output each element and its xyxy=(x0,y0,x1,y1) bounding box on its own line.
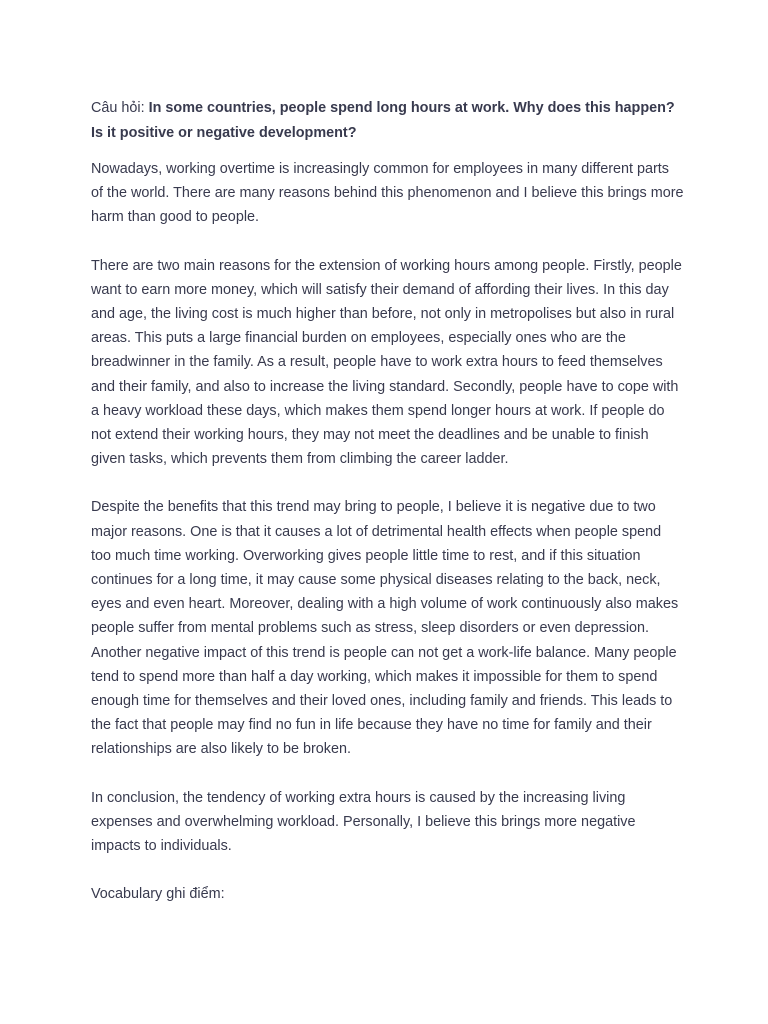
question-text: In some countries, people spend long hours at work. Why does this happen? Is it positive or negative development? xyxy=(91,100,675,141)
conclusion-paragraph: In conclusion, the tendency of working extra hours is caused by the increasing living expenses and overwhelming workload. Personally, I believe this brings more negative impacts to individuals. xyxy=(91,789,636,855)
vocabulary-heading: Vocabulary ghi điểm: xyxy=(91,886,225,903)
essay-question xyxy=(91,96,684,145)
introduction-paragraph: Nowadays, working overtime is increasingly common for employees in many different parts of the world. There are many reasons behind this phenomenon and I believe this brings more harm than good to people. xyxy=(91,161,684,226)
question-label: Câu hỏi: xyxy=(91,100,149,116)
body-paragraph-reasons: There are two main reasons for the extension of working hours among people. Firstly, people want to earn more money, which will satisfy their demand of affording their lives. In this day and age, the living cost is much higher than before, not only in metropolises but also in rural areas. This puts a large financial burden on employees, especially ones who are the breadwinner in the family. As a result, people have to work extra hours to feed themselves and their family, and also to increase the living standard. Secondly, people have to cope with a heavy workload these days, which makes them spend longer hours at work. If people do not extend their working hours, they may not meet the deadlines and be unable to finish given tasks, which prevents them from climbing the career ladder. xyxy=(91,257,682,468)
body-paragraph-negative: Despite the benefits that this trend may bring to people, I believe it is negative due to two major reasons. One is that it causes a lot of detrimental health effects when people spend too much time working. Overworking gives people little time to rest, and if this situation continues for a long time, it may cause some physical diseases relating to the back, neck, eyes and even heart. Moreover, dealing with a high volume of work continuously also makes people suffer from mental problems such as stress, sleep disorders or even depression. Another negative impact of this trend is people can not get a work-life balance. Many people tend to spend more than half a day working, which makes it impossible for them to spend enough time for themselves and their loved ones, including family and friends. This leads to the fact that people may find no fun in life because they have no time for family and their relationships are also likely to be broken. xyxy=(91,499,679,758)
